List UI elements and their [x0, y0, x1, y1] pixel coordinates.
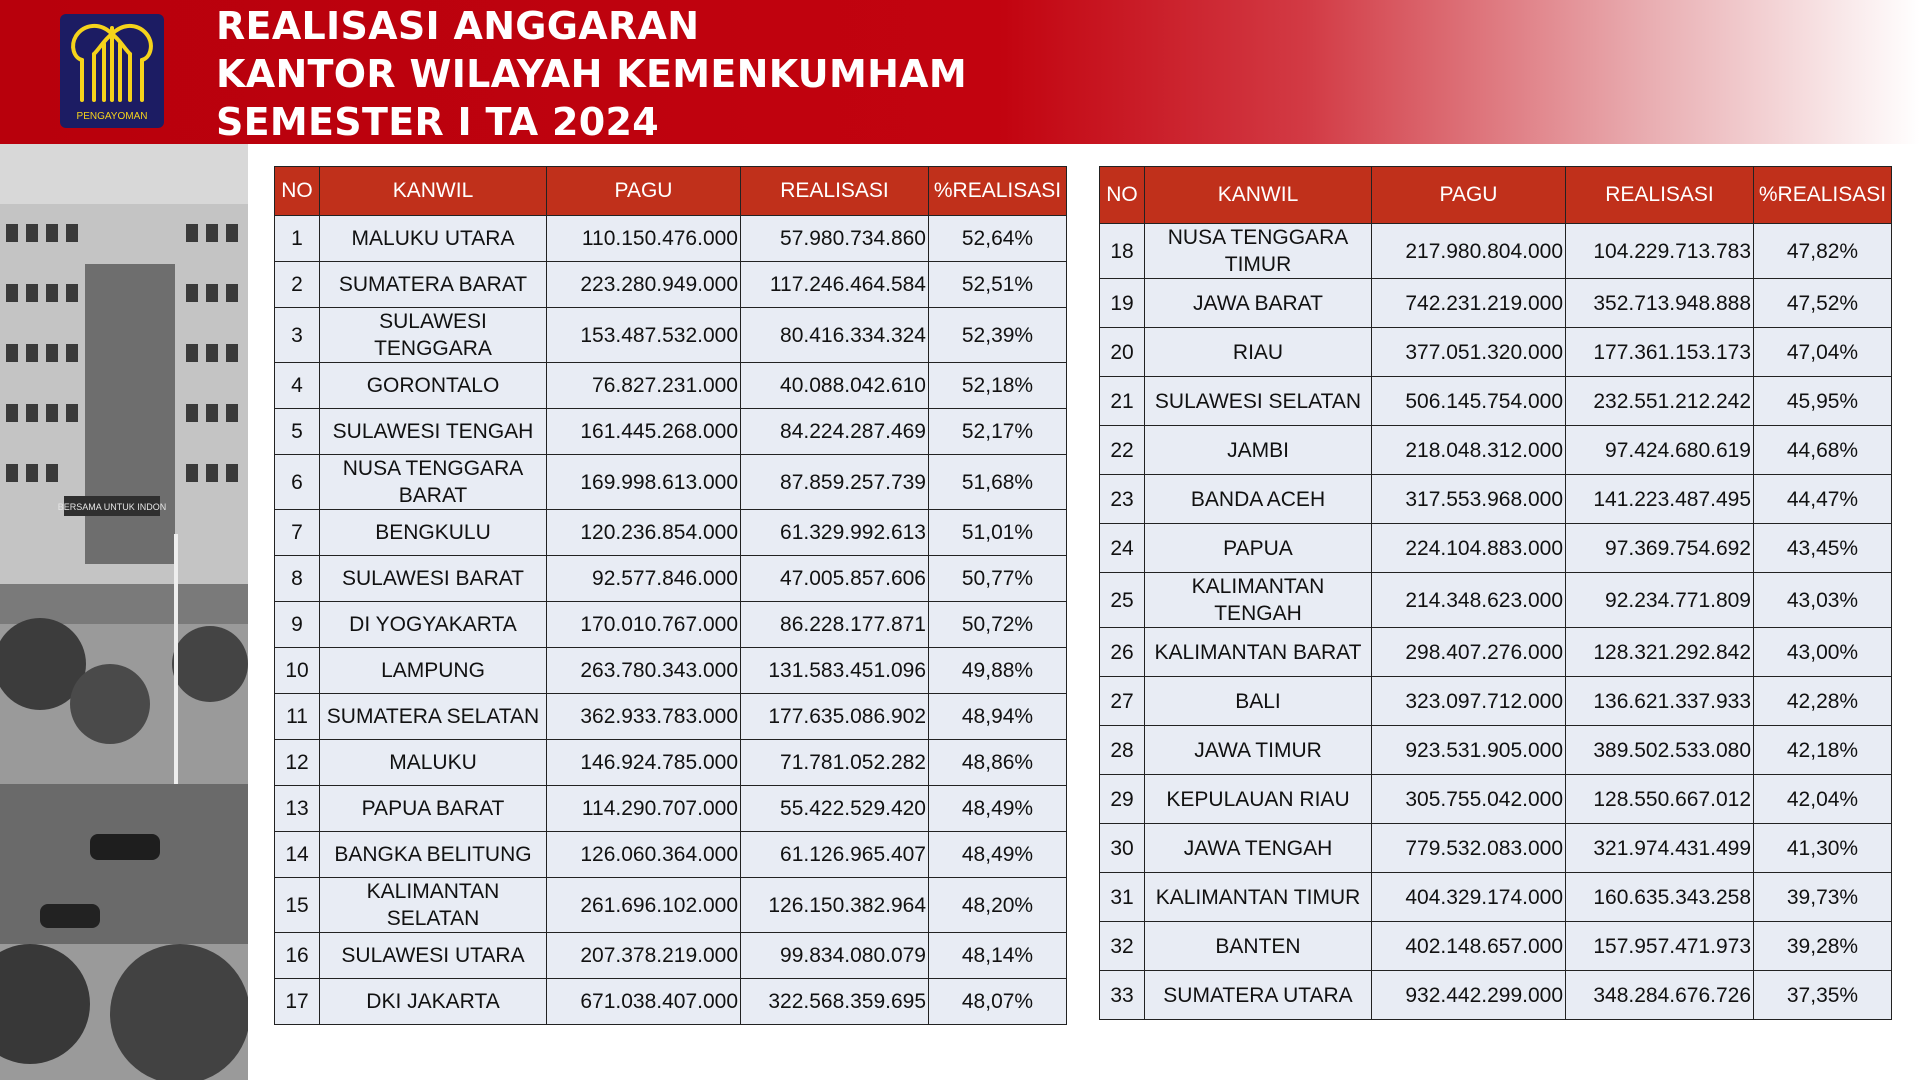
- cell-pagu: 261.696.102.000: [547, 878, 741, 933]
- cell-no: 9: [275, 602, 320, 648]
- table-row: [275, 786, 1067, 832]
- cell-realisasi: 126.150.382.964: [741, 878, 929, 933]
- cell-pagu: 671.038.407.000: [547, 979, 741, 1025]
- cell-persen-realisasi: 47,04%: [1754, 328, 1892, 377]
- cell-no: 33: [1100, 971, 1145, 1020]
- cell-pagu: 120.236.854.000: [547, 510, 741, 556]
- table-row: [275, 308, 1067, 363]
- cell-no: 7: [275, 510, 320, 556]
- cell-kanwil: SUMATERA SELATAN: [320, 694, 547, 740]
- cell-pagu: 323.097.712.000: [1372, 677, 1566, 726]
- table-row: [1100, 824, 1892, 873]
- cell-persen-realisasi: 42,28%: [1754, 677, 1892, 726]
- cell-persen-realisasi: 47,82%: [1754, 224, 1892, 279]
- cell-pagu: 76.827.231.000: [547, 363, 741, 409]
- logo-caption: PENGAYOMAN: [76, 111, 148, 122]
- col-header-persen-realisasi: %REALISASI: [929, 167, 1067, 216]
- cell-pagu: 153.487.532.000: [547, 308, 741, 363]
- table-row: [275, 933, 1067, 979]
- cell-no: 23: [1100, 475, 1145, 524]
- cell-kanwil: MALUKU UTARA: [320, 216, 547, 262]
- cell-no: 21: [1100, 377, 1145, 426]
- cell-kanwil: KALIMANTAN BARAT: [1145, 628, 1372, 677]
- cell-no: 10: [275, 648, 320, 694]
- table-row: [1100, 573, 1892, 628]
- table-row: [275, 602, 1067, 648]
- table-row: [1100, 377, 1892, 426]
- col-header-kanwil: KANWIL: [1145, 167, 1372, 224]
- table-row: [1100, 971, 1892, 1020]
- cell-pagu: 161.445.268.000: [547, 409, 741, 455]
- table-body-left: [275, 216, 1067, 1025]
- table-row: [275, 216, 1067, 262]
- table-row: [1100, 726, 1892, 775]
- cell-pagu: 223.280.949.000: [547, 262, 741, 308]
- cell-realisasi: 348.284.676.726: [1566, 971, 1754, 1020]
- cell-pagu: 779.532.083.000: [1372, 824, 1566, 873]
- cell-pagu: 217.980.804.000: [1372, 224, 1566, 279]
- cell-kanwil: KALIMANTAN SELATAN: [320, 878, 547, 933]
- cell-kanwil: BENGKULU: [320, 510, 547, 556]
- cell-kanwil: BANTEN: [1145, 922, 1372, 971]
- pengayoman-logo: [60, 14, 164, 128]
- table-row: [275, 363, 1067, 409]
- cell-realisasi: 40.088.042.610: [741, 363, 929, 409]
- cell-realisasi: 117.246.464.584: [741, 262, 929, 308]
- cell-persen-realisasi: 48,20%: [929, 878, 1067, 933]
- cell-no: 15: [275, 878, 320, 933]
- cell-pagu: 404.329.174.000: [1372, 873, 1566, 922]
- cell-kanwil: DI YOGYAKARTA: [320, 602, 547, 648]
- cell-kanwil: BANGKA BELITUNG: [320, 832, 547, 878]
- cell-kanwil: SUMATERA UTARA: [1145, 971, 1372, 1020]
- cell-no: 17: [275, 979, 320, 1025]
- cell-realisasi: 141.223.487.495: [1566, 475, 1754, 524]
- table-row: [1100, 677, 1892, 726]
- cell-realisasi: 84.224.287.469: [741, 409, 929, 455]
- cell-persen-realisasi: 41,30%: [1754, 824, 1892, 873]
- cell-pagu: 932.442.299.000: [1372, 971, 1566, 1020]
- cell-persen-realisasi: 50,77%: [929, 556, 1067, 602]
- cell-realisasi: 47.005.857.606: [741, 556, 929, 602]
- cell-pagu: 402.148.657.000: [1372, 922, 1566, 971]
- cell-pagu: 110.150.476.000: [547, 216, 741, 262]
- cell-realisasi: 232.551.212.242: [1566, 377, 1754, 426]
- cell-no: 4: [275, 363, 320, 409]
- cell-no: 2: [275, 262, 320, 308]
- cell-no: 12: [275, 740, 320, 786]
- cell-no: 3: [275, 308, 320, 363]
- title-line-3: SEMESTER I TA 2024: [216, 100, 659, 144]
- col-header-pagu: PAGU: [547, 167, 741, 216]
- cell-realisasi: 71.781.052.282: [741, 740, 929, 786]
- cell-pagu: 263.780.343.000: [547, 648, 741, 694]
- cell-persen-realisasi: 43,45%: [1754, 524, 1892, 573]
- cell-no: 32: [1100, 922, 1145, 971]
- table-row: [275, 832, 1067, 878]
- table-row: [1100, 873, 1892, 922]
- header-banner: [0, 0, 1920, 144]
- cell-persen-realisasi: 42,18%: [1754, 726, 1892, 775]
- cell-realisasi: 321.974.431.499: [1566, 824, 1754, 873]
- cell-persen-realisasi: 52,18%: [929, 363, 1067, 409]
- cell-kanwil: BALI: [1145, 677, 1372, 726]
- cell-pagu: 362.933.783.000: [547, 694, 741, 740]
- cell-persen-realisasi: 50,72%: [929, 602, 1067, 648]
- cell-persen-realisasi: 48,94%: [929, 694, 1067, 740]
- cell-persen-realisasi: 47,52%: [1754, 279, 1892, 328]
- cell-realisasi: 177.635.086.902: [741, 694, 929, 740]
- table-header-row: [1100, 167, 1892, 224]
- cell-no: 11: [275, 694, 320, 740]
- cell-kanwil: SULAWESI TENGAH: [320, 409, 547, 455]
- cell-pagu: 214.348.623.000: [1372, 573, 1566, 628]
- table-row: [1100, 475, 1892, 524]
- building-signage: BERSAMA UNTUK INDON: [57, 502, 167, 512]
- cell-no: 26: [1100, 628, 1145, 677]
- table-row: [275, 510, 1067, 556]
- cell-realisasi: 97.369.754.692: [1566, 524, 1754, 573]
- cell-persen-realisasi: 42,04%: [1754, 775, 1892, 824]
- cell-persen-realisasi: 43,03%: [1754, 573, 1892, 628]
- cell-pagu: 146.924.785.000: [547, 740, 741, 786]
- col-header-no: NO: [1100, 167, 1145, 224]
- table-row: [1100, 524, 1892, 573]
- table-row: [275, 409, 1067, 455]
- cell-pagu: 126.060.364.000: [547, 832, 741, 878]
- cell-kanwil: SULAWESI BARAT: [320, 556, 547, 602]
- cell-realisasi: 87.859.257.739: [741, 455, 929, 510]
- cell-no: 29: [1100, 775, 1145, 824]
- cell-realisasi: 128.550.667.012: [1566, 775, 1754, 824]
- cell-kanwil: PAPUA: [1145, 524, 1372, 573]
- cell-kanwil: SUMATERA BARAT: [320, 262, 547, 308]
- cell-kanwil: KALIMANTAN TENGAH: [1145, 573, 1372, 628]
- cell-pagu: 298.407.276.000: [1372, 628, 1566, 677]
- cell-realisasi: 104.229.713.783: [1566, 224, 1754, 279]
- cell-persen-realisasi: 48,07%: [929, 979, 1067, 1025]
- pengayoman-emblem-icon: [60, 14, 164, 108]
- table-row: [275, 262, 1067, 308]
- cell-persen-realisasi: 48,14%: [929, 933, 1067, 979]
- cell-realisasi: 160.635.343.258: [1566, 873, 1754, 922]
- cell-no: 24: [1100, 524, 1145, 573]
- cell-realisasi: 55.422.529.420: [741, 786, 929, 832]
- cell-pagu: 317.553.968.000: [1372, 475, 1566, 524]
- table-row: [275, 740, 1067, 786]
- cell-persen-realisasi: 43,00%: [1754, 628, 1892, 677]
- cell-persen-realisasi: 37,35%: [1754, 971, 1892, 1020]
- cell-persen-realisasi: 39,28%: [1754, 922, 1892, 971]
- cell-kanwil: KALIMANTAN TIMUR: [1145, 873, 1372, 922]
- cell-pagu: 170.010.767.000: [547, 602, 741, 648]
- cell-kanwil: NUSA TENGGARA TIMUR: [1145, 224, 1372, 279]
- cell-pagu: 218.048.312.000: [1372, 426, 1566, 475]
- cell-pagu: 377.051.320.000: [1372, 328, 1566, 377]
- cell-persen-realisasi: 52,17%: [929, 409, 1067, 455]
- table-row: [275, 878, 1067, 933]
- cell-kanwil: LAMPUNG: [320, 648, 547, 694]
- col-header-realisasi: REALISASI: [741, 167, 929, 216]
- cell-pagu: 923.531.905.000: [1372, 726, 1566, 775]
- cell-kanwil: PAPUA BARAT: [320, 786, 547, 832]
- cell-persen-realisasi: 44,47%: [1754, 475, 1892, 524]
- cell-no: 14: [275, 832, 320, 878]
- cell-kanwil: JAWA TENGAH: [1145, 824, 1372, 873]
- table-row: [275, 979, 1067, 1025]
- cell-kanwil: DKI JAKARTA: [320, 979, 547, 1025]
- cell-persen-realisasi: 48,49%: [929, 786, 1067, 832]
- cell-realisasi: 80.416.334.324: [741, 308, 929, 363]
- table-row: [1100, 426, 1892, 475]
- cell-realisasi: 57.980.734.860: [741, 216, 929, 262]
- col-header-persen-realisasi: %REALISASI: [1754, 167, 1892, 224]
- cell-persen-realisasi: 52,39%: [929, 308, 1067, 363]
- cell-kanwil: JAMBI: [1145, 426, 1372, 475]
- cell-no: 8: [275, 556, 320, 602]
- cell-kanwil: NUSA TENGGARA BARAT: [320, 455, 547, 510]
- office-building-photo: [0, 144, 248, 1080]
- cell-pagu: 305.755.042.000: [1372, 775, 1566, 824]
- table-row: [275, 556, 1067, 602]
- cell-no: 31: [1100, 873, 1145, 922]
- cell-persen-realisasi: 51,01%: [929, 510, 1067, 556]
- col-header-no: NO: [275, 167, 320, 216]
- cell-persen-realisasi: 51,68%: [929, 455, 1067, 510]
- cell-persen-realisasi: 45,95%: [1754, 377, 1892, 426]
- cell-no: 22: [1100, 426, 1145, 475]
- col-header-pagu: PAGU: [1372, 167, 1566, 224]
- table-row: [1100, 224, 1892, 279]
- cell-persen-realisasi: 44,68%: [1754, 426, 1892, 475]
- page-title: [216, 2, 967, 146]
- cell-no: 20: [1100, 328, 1145, 377]
- cell-no: 25: [1100, 573, 1145, 628]
- cell-realisasi: 92.234.771.809: [1566, 573, 1754, 628]
- table-row: [1100, 922, 1892, 971]
- cell-persen-realisasi: 52,51%: [929, 262, 1067, 308]
- cell-realisasi: 177.361.153.173: [1566, 328, 1754, 377]
- cell-no: 27: [1100, 677, 1145, 726]
- cell-realisasi: 136.621.337.933: [1566, 677, 1754, 726]
- cell-kanwil: RIAU: [1145, 328, 1372, 377]
- cell-pagu: 169.998.613.000: [547, 455, 741, 510]
- cell-pagu: 207.378.219.000: [547, 933, 741, 979]
- cell-kanwil: JAWA BARAT: [1145, 279, 1372, 328]
- cell-realisasi: 352.713.948.888: [1566, 279, 1754, 328]
- cell-no: 19: [1100, 279, 1145, 328]
- cell-persen-realisasi: 49,88%: [929, 648, 1067, 694]
- table-row: [275, 455, 1067, 510]
- cell-no: 18: [1100, 224, 1145, 279]
- cell-realisasi: 61.329.992.613: [741, 510, 929, 556]
- cell-persen-realisasi: 48,49%: [929, 832, 1067, 878]
- cell-pagu: 742.231.219.000: [1372, 279, 1566, 328]
- cell-kanwil: GORONTALO: [320, 363, 547, 409]
- realisasi-table-left: [274, 166, 1067, 1025]
- title-line-1: REALISASI ANGGARAN: [216, 4, 700, 48]
- cell-kanwil: MALUKU: [320, 740, 547, 786]
- cell-realisasi: 157.957.471.973: [1566, 922, 1754, 971]
- cell-kanwil: KEPULAUAN RIAU: [1145, 775, 1372, 824]
- cell-realisasi: 389.502.533.080: [1566, 726, 1754, 775]
- cell-persen-realisasi: 48,86%: [929, 740, 1067, 786]
- title-line-2: KANTOR WILAYAH KEMENKUMHAM: [216, 52, 967, 96]
- cell-no: 1: [275, 216, 320, 262]
- cell-realisasi: 322.568.359.695: [741, 979, 929, 1025]
- cell-pagu: 114.290.707.000: [547, 786, 741, 832]
- cell-no: 13: [275, 786, 320, 832]
- cell-kanwil: SULAWESI SELATAN: [1145, 377, 1372, 426]
- cell-no: 6: [275, 455, 320, 510]
- cell-kanwil: SULAWESI UTARA: [320, 933, 547, 979]
- cell-realisasi: 97.424.680.619: [1566, 426, 1754, 475]
- table-body-right: [1100, 224, 1892, 1020]
- table-row: [1100, 279, 1892, 328]
- cell-no: 28: [1100, 726, 1145, 775]
- cell-kanwil: SULAWESI TENGGARA: [320, 308, 547, 363]
- table-row: [1100, 628, 1892, 677]
- cell-realisasi: 131.583.451.096: [741, 648, 929, 694]
- cell-persen-realisasi: 39,73%: [1754, 873, 1892, 922]
- table-row: [1100, 775, 1892, 824]
- cell-persen-realisasi: 52,64%: [929, 216, 1067, 262]
- cell-pagu: 92.577.846.000: [547, 556, 741, 602]
- cell-pagu: 506.145.754.000: [1372, 377, 1566, 426]
- cell-no: 5: [275, 409, 320, 455]
- table-row: [275, 694, 1067, 740]
- col-header-kanwil: KANWIL: [320, 167, 547, 216]
- cell-no: 16: [275, 933, 320, 979]
- cell-realisasi: 61.126.965.407: [741, 832, 929, 878]
- cell-kanwil: BANDA ACEH: [1145, 475, 1372, 524]
- cell-kanwil: JAWA TIMUR: [1145, 726, 1372, 775]
- cell-realisasi: 99.834.080.079: [741, 933, 929, 979]
- realisasi-table-right: [1099, 166, 1892, 1020]
- table-row: [1100, 328, 1892, 377]
- col-header-realisasi: REALISASI: [1566, 167, 1754, 224]
- cell-no: 30: [1100, 824, 1145, 873]
- table-row: [275, 648, 1067, 694]
- cell-realisasi: 128.321.292.842: [1566, 628, 1754, 677]
- cell-realisasi: 86.228.177.871: [741, 602, 929, 648]
- table-header-row: [275, 167, 1067, 216]
- cell-pagu: 224.104.883.000: [1372, 524, 1566, 573]
